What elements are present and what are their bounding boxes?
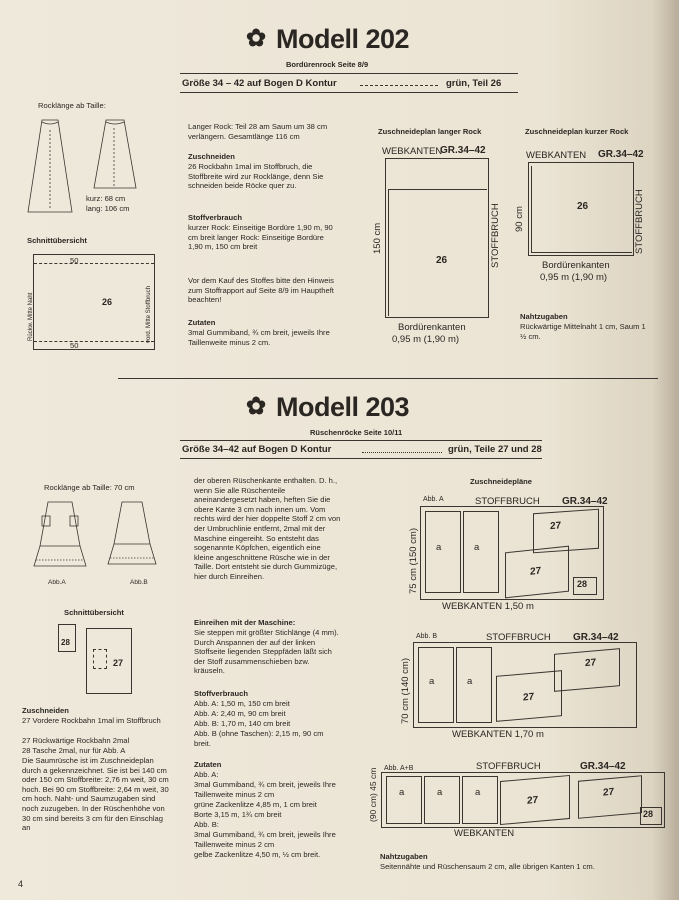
ruffle-a: a [437, 787, 443, 798]
zuschneiden-heading: Zuschneiden [188, 152, 235, 161]
piece-27: 27 [113, 658, 124, 668]
stoff-line-2: Abb. A: 2,40 m, 90 cm breit [194, 709, 286, 718]
contour-line-203 [362, 452, 442, 453]
schnitt-heading-203: Schnittübersicht [64, 608, 124, 617]
webkanten-label: WEBKANTEN [382, 146, 443, 157]
flower-icon: ✿ [246, 25, 267, 52]
stoffbruch-label: STOFFBRUCH [490, 203, 501, 268]
plan3-side: (90 cm) 45 cm [368, 767, 378, 822]
piece-27: 27 [550, 520, 562, 533]
naht-text-203: Seitennähte und Rüschensaum 2 cm, alle übrigen Kanten 1 cm. [380, 862, 595, 871]
piece-27: 27 [523, 691, 535, 704]
piece-27: 27 [603, 786, 615, 799]
plan-lang-heading: Zuschneideplan langer Rock [378, 127, 482, 136]
length-measure: 0,95 m (1,90 m) [392, 334, 460, 345]
plan2-gr: GR.34–42 [573, 632, 619, 643]
model-202-subtitle: Bordürenrock Seite 8/9 [286, 60, 369, 69]
plan-kurz-heading: Zuschneideplan kurzer Rock [525, 127, 629, 136]
schnitt-50-top: 50 [70, 256, 79, 265]
stoff-heading: Stoffverbrauch [188, 213, 243, 222]
plan3-stoffbruch: STOFFBRUCH [476, 761, 541, 772]
hinweis-text: Vor dem Kauf des Stoffes bitte den Hinweis zum Stoffrapport auf Seite 8/9 im Hauptheft beachten! [188, 276, 334, 305]
plan2-side: 70 cm (140 cm) [400, 658, 411, 724]
ruffle-a: a [475, 787, 481, 798]
piece-26-long: 26 [436, 255, 448, 266]
rocklaenge-203: Rocklänge ab Taille: 70 cm [44, 483, 135, 492]
webkanten-label-short: WEBKANTEN [526, 150, 587, 161]
ruffle-a: a [436, 542, 442, 553]
naht-heading: Nahtzugaben [520, 312, 568, 321]
bordueren-label: Bordürenkanten [398, 322, 466, 333]
plan1-abb: Abb. A [423, 496, 444, 503]
zutaten-line-4: Borte 3,15 m, 1¾ cm breit [194, 810, 282, 819]
zuschneiden-203-1: 27 Vordere Rockbahn 1mal im Stoffbruch [22, 716, 161, 725]
length-measure-short: 0,95 m (1,90 m) [540, 272, 608, 283]
ruffle-a: a [399, 787, 405, 798]
size-range: GR.34–42 [440, 145, 486, 156]
stoff-text: kurzer Rock: Einseitige Bordüre 1,90 m, 90 cm breit langer Rock: Einseitige Bordüre 1,90 m, 150 cm breit [188, 223, 333, 252]
intro-text: Langer Rock: Teil 28 am Saum um 38 cm verlängern. Gesamtlänge 116 cm [188, 122, 328, 141]
zutaten-line-3: grüne Zackenlitze 4,85 m, 1 cm breit [194, 800, 317, 809]
plan1-gr: GR.34–42 [562, 496, 608, 507]
ruffle-a: a [467, 676, 473, 687]
divider [180, 440, 542, 441]
vord-mitte-label: vord. Mitte Stoffbruch [146, 286, 152, 343]
plan1-bottom: WEBKANTEN 1,50 m [442, 601, 534, 612]
stoff-heading-203: Stoffverbrauch [194, 689, 249, 698]
ruffle-a: a [474, 542, 480, 553]
zutaten-heading-203: Zutaten [194, 760, 222, 769]
left-body-text: Die Saumrüsche ist im Zuschneideplan durch a gekennzeichnet. Sie ist bei 140 cm oder 150 cm Stoffbreite: 2,76 m weit, 30 cm hoch. Bei 90 cm Stoffbreite: 2,64 m weit, 30 cm hoch. Naht- und Saumzugaben sind noch zuzugeben. In der Rüschenhöhe von 30 cm sind bereits 3 cm für den Einschlag an [22, 756, 169, 833]
section-divider [118, 378, 658, 379]
model-202-title: Modell 202 [276, 24, 410, 54]
model-202-size: Größe 34 – 42 auf Bogen D Kontur [182, 78, 337, 89]
zuschneiden-203: Zuschneiden [22, 706, 69, 715]
plan3-abb: Abb. A+B [384, 765, 414, 772]
ruffle-a: a [429, 676, 435, 687]
plan2-stoffbruch: STOFFBRUCH [486, 632, 551, 643]
width-150: 150 cm [372, 222, 383, 254]
zuschneiden-203-3: 28 Tasche 2mal, nur für Abb. A [22, 746, 126, 755]
page-number: 4 [18, 879, 24, 889]
zuschneiden-text: 26 Rockbahn 1mal im Stoffbruch, die Stoffbreite wird zur Rocklänge, denn Sie schneiden beide Röcke quer zu. [188, 162, 324, 191]
zuschneiden-203-2: 27 Rückwärtige Rockbahn 2mal [22, 736, 130, 745]
zutaten-text: 3mal Gummiband, ¾ cm breit, jeweils Ihre Taillenweite minus 2 cm. [188, 328, 330, 347]
plan-short-fabric [528, 162, 634, 256]
piece-27-box [86, 628, 132, 694]
stoff-line-3: Abb. B: 1,70 m, 140 cm breit [194, 719, 291, 728]
piece-27: 27 [585, 657, 597, 670]
lang-length: lang: 106 cm [86, 204, 130, 213]
model-203-size-color: grün, Teile 27 und 28 [448, 444, 542, 455]
einreihen-heading: Einreihen mit der Maschine: [194, 618, 296, 627]
piece-26: 26 [102, 297, 113, 307]
model-203-subtitle: Rüschenröcke Seite 10/11 [310, 428, 403, 437]
plan3-fabric [381, 772, 665, 828]
piece-27: 27 [527, 794, 539, 807]
abb-b-label: Abb.B [130, 579, 148, 586]
zutaten-line-5: Abb. B: [194, 820, 219, 829]
divider [180, 458, 542, 459]
abb-a-label: Abb.A [48, 579, 66, 586]
plaene-heading: Zuschneidepläne [470, 477, 533, 486]
divider [180, 73, 518, 74]
piece-28: 28 [643, 809, 654, 819]
naht-heading-203: Nahtzugaben [380, 852, 428, 861]
zutaten-line-7: gelbe Zackenlitze 4,50 m, ½ cm breit. [194, 850, 321, 859]
mid-body-text: der oberen Rüschenkante enthalten. D. h., wenn Sie alle Rüschenteile aneinandergesetzt haben, heften Sie die obere Kante 3 cm nach innen um. Vom rechts wird der hier doppelte Stoff 2 cm von der Umbruchlinie entfernt, 2mal mit der Maschine eingereiht. So entsteht das sogenannte Köpfchen, eigentlich eine kleine angeschnittene Rüsche wie in der Taille. Dort entsteht sie durch Gummizüge, hier durch Einreihen. [194, 476, 341, 581]
plan2-fabric [413, 642, 637, 728]
plan3-gr: GR.34–42 [580, 761, 626, 772]
einreihen-text: Sie steppen mit größter Stichlänge (4 mm). Durch Anspannen der auf der linken Stoffseite liegenden Steppfäden läßt sich der Stoff zusammenschieben bzw. kräuseln. [194, 628, 339, 676]
flower-icon-203: ✿ [246, 393, 267, 420]
stoffbruch-label-short: STOFFBRUCH [634, 189, 645, 254]
kurz-length: kurz: 68 cm [86, 194, 126, 203]
model-203-size: Größe 34–42 auf Bogen D Kontur [182, 444, 332, 455]
plan1-side: 75 cm (150 cm) [408, 528, 419, 594]
bordueren-label-short: Bordürenkanten [542, 260, 610, 271]
plan-long-fabric [385, 158, 489, 318]
rocklaenge-label: Rocklänge ab Taille: [38, 101, 106, 110]
zutaten-line-6: 3mal Gummiband, ¾ cm breit, jeweils Ihre Taillenweite minus 2 cm [194, 830, 336, 849]
zutaten-line-2: 3mal Gummiband, ¾ cm breit, jeweils Ihre Taillenweite minus 2 cm [194, 780, 336, 799]
ruffle-skirt-illustration [30, 494, 170, 576]
schnitt-heading: Schnittübersicht [27, 236, 87, 245]
piece-26-short: 26 [577, 201, 589, 212]
plan2-bottom: WEBKANTEN 1,70 m [452, 729, 544, 740]
plan2-abb: Abb. B [416, 633, 438, 640]
stoff-line-1: Abb. A: 1,50 m, 150 cm breit [194, 699, 290, 708]
schnitt-overview-26 [28, 254, 155, 350]
contour-line [360, 85, 438, 86]
piece-28: 28 [61, 638, 70, 647]
divider [180, 92, 518, 93]
width-90: 90 cm [514, 206, 525, 232]
piece-28-box [58, 624, 76, 652]
piece-27: 27 [530, 565, 542, 578]
size-range-short: GR.34–42 [598, 149, 644, 160]
plan1-fabric [420, 506, 604, 600]
plan3-bottom: WEBKANTEN [454, 828, 515, 839]
model-202-size-color: grün, Teil 26 [446, 78, 502, 89]
zutaten-line-1: Abb. A: [194, 770, 219, 779]
schnitt-50-bottom: 50 [70, 341, 79, 350]
naht-text: Rückwärtige Mittelnaht 1 cm, Saum 1 ½ cm. [520, 322, 646, 341]
model-203-title: Modell 203 [276, 392, 410, 422]
stoff-line-4: Abb. B (ohne Taschen): 2,15 m, 90 cm breit. [194, 729, 324, 748]
plan1-stoffbruch: STOFFBRUCH [475, 496, 540, 507]
piece-28: 28 [577, 579, 588, 589]
rueckw-mitte-label: Rückw. Mitte Naht [28, 292, 34, 341]
zutaten-heading: Zutaten [188, 318, 216, 327]
